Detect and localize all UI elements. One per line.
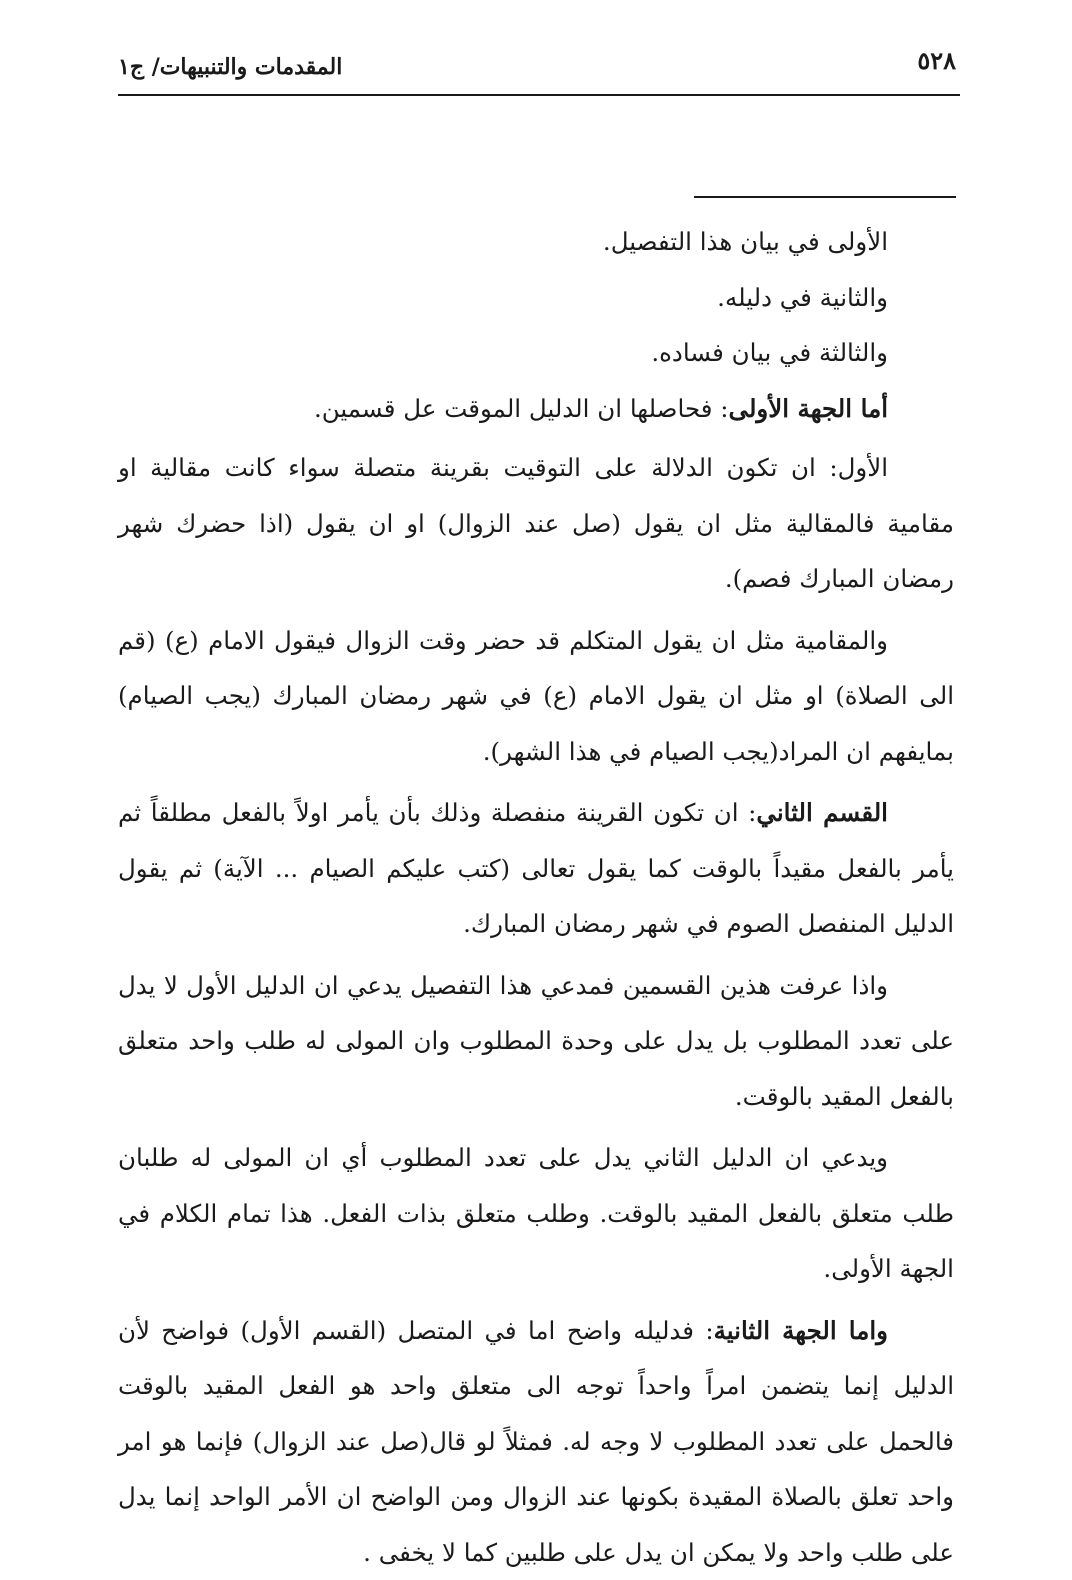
page-number: ٥٢٨: [917, 46, 956, 75]
paragraph-heading: القسم الثاني: [756, 798, 888, 827]
running-title: المقدمات والتنبيهات/ ج١: [118, 54, 342, 80]
paragraph-text: واذا عرفت هذين القسمين فمدعي هذا التفصيل يدعي ان الدليل الأول لا يدل على تعدد المطلوب بل يدل على وحدة المطلوب وان المولى له طلب واحد متعلق بالفعل المقيد بالوقت.: [118, 971, 954, 1111]
body-text: [118, 214, 954, 1580]
paragraph-text: : فدليله واضح اما في المتصل (القسم الأول) فواضح لأن الدليل إنما يتضمن امراً واحداً توجه الى متعلق واحد هو الفعل المقيد بالوقت فالحمل على تعدد المطلوب لا وجه له. فمثلاً لو قال(صل عند الزوال) فإنما هو امر واحد تعلق بالصلاة المقيدة بكونها عند الزوال ومن الواضح ان الأمر الواحد إنما يدل على طلب واحد ولا يمكن ان يدل على طلبين كما لا يخفى .: [118, 1316, 954, 1567]
paragraph: [118, 1130, 954, 1297]
paragraph: [118, 440, 954, 607]
paragraph: [118, 958, 954, 1125]
list-line-first: الأولى في بيان هذا التفصيل.: [118, 214, 954, 270]
paragraph-text: : ان تكون القرينة منفصلة وذلك بأن يأمر اولاً بالفعل مطلقاً ثم يأمر بالفعل مقيداً بالوقت كما يقول تعالى (كتب عليكم الصيام ... الآية) ثم يقول الدليل المنفصل الصوم في شهر رمضان المبارك.: [118, 798, 954, 938]
paragraph-heading: واما الجهة الثانية: [714, 1316, 888, 1345]
header-divider: [118, 94, 960, 96]
paragraph: [118, 381, 954, 437]
list-line-third: والثالثة في بيان فساده.: [118, 325, 954, 381]
paragraph-text: : فحاصلها ان الدليل الموقت عل قسمين.: [314, 394, 729, 423]
paragraph-heading: أما الجهة الأولى: [729, 394, 888, 423]
paragraph: [118, 613, 954, 780]
list-line-second: والثانية في دليله.: [118, 270, 954, 326]
paragraph: [118, 1303, 954, 1580]
paragraph: [118, 785, 954, 952]
paragraph-text: الأول: ان تكون الدلالة على التوقيت بقرينة متصلة سواء كانت مقالية او مقامية فالمقالية مثل ان يقول (صل عند الزوال) او ان يقول (اذا حضرك شهر رمضان المبارك فصم).: [118, 453, 954, 593]
paragraph-text: ويدعي ان الدليل الثاني يدل على تعدد المطلوب أي ان المولى له طلبان طلب متعلق بالفعل المقيد بالوقت. وطلب متعلق بذات الفعل. هذا تمام الكلام في الجهة الأولى.: [118, 1143, 954, 1283]
paragraph-text: والمقامية مثل ان يقول المتكلم قد حضر وقت الزوال فيقول الامام (ع) (قم الى الصلاة) او مثل ان يقول الامام (ع) في شهر رمضان المبارك (يجب الصيام) بمايفهم ان المراد(يجب الصيام في هذا الشهر).: [118, 626, 954, 766]
section-divider: [694, 196, 956, 198]
running-header: [118, 40, 960, 88]
